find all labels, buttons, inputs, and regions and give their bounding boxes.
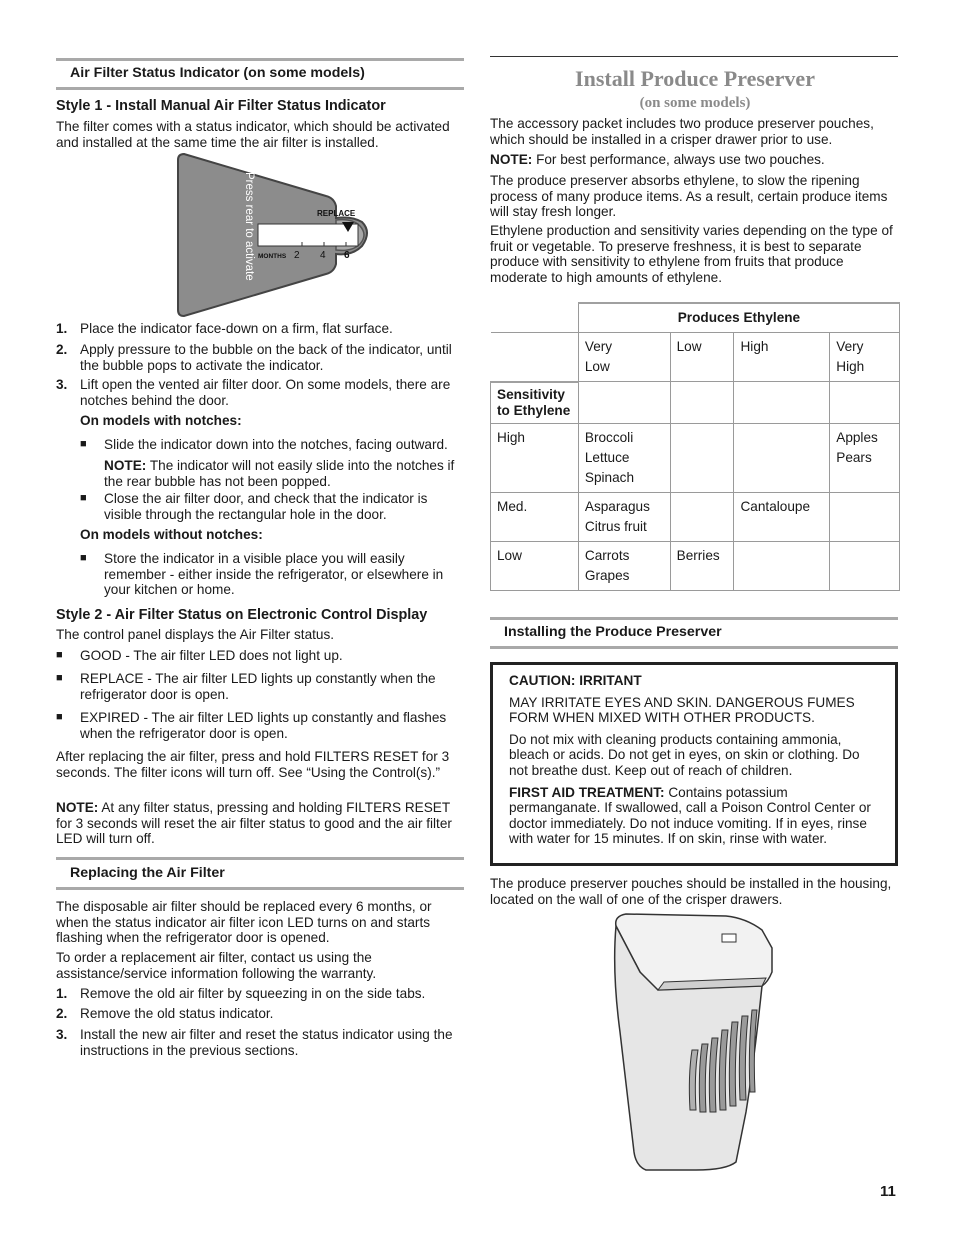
table-cell: Carrots Grapes (578, 542, 670, 591)
replace-label: REPLACE (317, 209, 356, 218)
sensitivity-paragraph: Ethylene production and sensitivity varies depending on the type of fruit or vegetable. To preserve freshness, it is best to separate produce with sensitivity to ethylene from fruits that produce moderate to high amounts of ethylene. (490, 223, 893, 285)
bullet-square-icon: ■ (56, 649, 63, 661)
bullet-square-icon: ■ (56, 711, 63, 723)
replacing-air-filter-header: Replacing the Air Filter (56, 857, 464, 890)
indicator-window (258, 224, 358, 246)
replacing-paragraph-1: The disposable air filter should be replaced every 6 months, or when the status indicator air filter icon LED turns on and starts flashing when the refrigerator door is opened. (56, 899, 432, 946)
installing-produce-preserver-header: Installing the Produce Preserver (490, 617, 898, 649)
level-low: Low (670, 333, 734, 382)
table-cell (670, 382, 734, 424)
table-cell (830, 382, 900, 424)
page-title: Install Produce Preserver (575, 66, 815, 91)
table-cell: Berries (670, 542, 734, 591)
table-row (491, 333, 900, 382)
table-cell (670, 424, 734, 493)
caution-warning: MAY IRRITATE EYES AND SKIN. DANGEROUS FUMES FORM WHEN MIXED WITH OTHER PRODUCTS. (509, 694, 855, 726)
ethylene-table (490, 302, 900, 591)
step-1: 1. Place the indicator face-down on a firm, flat surface. (56, 321, 393, 336)
tick-label-6: 6 (344, 250, 350, 261)
title-rule (490, 56, 898, 57)
replace-step-2: 2. Remove the old status indicator. (56, 1006, 274, 1021)
table-row (491, 382, 900, 424)
table-cell (830, 493, 900, 542)
status-bullet-expired: ■ EXPIRED - The air filter LED lights up constantly and flashes when the refrigerator door is open. (56, 710, 447, 741)
produces-ethylene-header: Produces Ethylene (578, 303, 899, 333)
bullet-square-icon: ■ (56, 672, 63, 684)
level-very-low: Very Low (578, 333, 670, 382)
status-bullet-good: ■ GOOD - The air filter LED does not light up. (56, 648, 343, 663)
notch-bullet-1: ■ Slide the indicator down into the notches, facing outward. (80, 437, 448, 452)
table-cell-blank (491, 303, 579, 333)
step-2: 2. Apply pressure to the bubble on the back of the indicator, until the bubble pops to activate the indicator. (56, 342, 452, 373)
table-cell: Asparagus Citrus fruit (578, 493, 670, 542)
air-filter-status-header: Air Filter Status Indicator (on some models) (56, 58, 464, 90)
bullet-square-icon: ■ (80, 492, 87, 504)
style2-heading: Style 2 - Air Filter Status on Electronic Control Display (56, 607, 428, 623)
style1-intro: The filter comes with a status indicator, which should be activated and installed at the same time the air filter is installed. (56, 119, 450, 150)
table-cell (670, 493, 734, 542)
filter-reset-note: NOTE: At any filter status, pressing and holding FILTERS RESET for 3 seconds will reset the air filter status to good and the air filter LED will turn off. (56, 800, 452, 847)
page-number: 11 (880, 1183, 896, 1200)
level-very-high: Very High (830, 333, 900, 382)
table-cell (578, 382, 670, 424)
tick-label-4: 4 (320, 250, 326, 261)
bullet-square-icon: ■ (80, 438, 87, 450)
press-rear-label: Press rear to activate (243, 172, 255, 281)
no-notches-heading: On models without notches: (80, 527, 263, 542)
notch-note: NOTE: The indicator will not easily slide into the notches if the rear bubble has not been popped. (104, 458, 455, 489)
table-row (491, 542, 900, 591)
replacing-paragraph-2: To order a replacement air filter, contact us using the assistance/service information following the warranty. (56, 950, 377, 981)
produce-preserver-housing-illustration (606, 912, 782, 1174)
table-cell (734, 542, 830, 591)
table-cell: Apples Pears (830, 424, 900, 493)
row-label-low: Low (491, 542, 579, 591)
row-label-med: Med. (491, 493, 579, 542)
table-row (491, 493, 900, 542)
tick-label-2: 2 (294, 250, 300, 261)
style2-intro: The control panel displays the Air Filter status. (56, 627, 335, 642)
first-aid-text: FIRST AID TREATMENT: Contains potassium permanganate. If swallowed, call a Poison Control Center or doctor immediately. Do not induce vomiting. If in eyes, rinse with water for 15 minutes. If on skin, rinse with water. (509, 784, 871, 847)
housing-latch (722, 934, 736, 942)
row-label-high: High (491, 424, 579, 493)
style1-heading: Style 1 - Install Manual Air Filter Status Indicator (56, 98, 386, 114)
caution-title: CAUTION: IRRITANT (509, 673, 642, 688)
pouch-note: NOTE: For best performance, always use two pouches. (490, 152, 825, 167)
air-filter-status-indicator-illustration (176, 152, 400, 318)
status-bullet-replace: ■ REPLACE - The air filter LED lights up constantly when the refrigerator door is open. (56, 671, 436, 702)
housing-vent-slot (749, 1010, 757, 1092)
replace-step-3: 3. Install the new air filter and reset the status indicator using the instructions in the previous sections. (56, 1027, 453, 1058)
notches-heading: On models with notches: (80, 413, 242, 428)
table-cell: Broccoli Lettuce Spinach (578, 424, 670, 493)
intro-paragraph: The accessory packet includes two produce preserver pouches, which should be installed in a crisper drawer prior to use. (490, 116, 874, 147)
table-cell-blank (491, 333, 579, 382)
notch-bullet-2: ■ Close the air filter door, and check that the indicator is visible through the rectangular hole in the door. (80, 491, 428, 522)
caution-box (490, 662, 898, 866)
table-row (491, 424, 900, 493)
table-cell (734, 424, 830, 493)
no-notch-bullet: ■ Store the indicator in a visible place you will easily remember - either inside the refrigerator, or elsewhere in your kitchen or home. (80, 551, 444, 598)
replace-step-1: 1. Remove the old air filter by squeezing in on the side tabs. (56, 986, 426, 1001)
table-cell (734, 382, 830, 424)
sensitivity-header: Sensitivity to Ethylene (491, 382, 579, 424)
table-cell: Cantaloupe (734, 493, 830, 542)
bullet-square-icon: ■ (80, 552, 87, 564)
after-replace-text: After replacing the air filter, press and hold FILTERS RESET for 3 seconds. The filter icons will turn off. See “Using the Control(s).” (56, 749, 450, 780)
table-cell (830, 542, 900, 591)
months-label: MONTHS (258, 253, 287, 260)
caution-instructions: Do not mix with cleaning products containing ammonia, bleach or acids. Do not get in eyes, on skin or clothing. Do not breathe dust. Keep out of reach of children. (509, 731, 860, 778)
page-subtitle: (on some models) (639, 95, 751, 111)
table-row (491, 303, 900, 333)
step-3: 3. Lift open the vented air filter door. On some models, there are notches behind the door. (56, 377, 451, 408)
pouch-housing-text: The produce preserver pouches should be installed in the housing, located on the wall of one of the crisper drawers. (490, 876, 892, 907)
level-high: High (734, 333, 830, 382)
ethylene-paragraph: The produce preserver absorbs ethylene, to slow the ripening process of many produce items. As a result, certain produce items will stay fresh longer. (490, 173, 888, 220)
